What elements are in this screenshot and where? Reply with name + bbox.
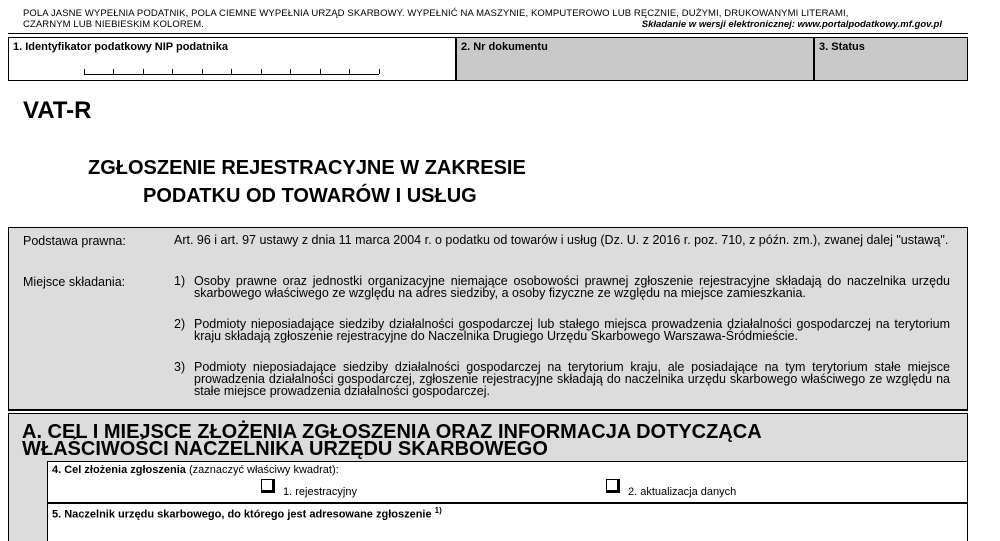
fill-instructions-line2: CZARNYM LUB NIEBIESKIM KOLOREM. <box>23 19 204 30</box>
field-4-label <box>52 464 339 476</box>
section-a-title-line1: A. CEL I MIEJSCE ZŁOŻENIA ZGŁOSZENIA ORAZ INFORMACJA DOTYCZĄCA <box>22 421 762 443</box>
item-text: Podmioty nieposiadające siedziby działalności gospodarczej lub stałego miejsca prowadzenia działalności gospodarczej na terytorium kraju składają zgłoszenie rejestracyjne do Naczelnika Drugiego Urzędu Skarbowego Warszawa-Śródmieście. <box>194 317 950 343</box>
field-4-hint: (zaznaczyć właściwy kwadrat): <box>188 464 339 476</box>
document-number-label: 2. Nr dokumentu <box>461 41 548 53</box>
item-text: Osoby prawne oraz jednostki organizacyjne niemające osobowości prawnej zgłoszenie rejestracyjne składają do naczelnika urzędu skarbowego właściwego ze względu na adres siedziby, a osoby fizyczne ze względu na miejsce zamieszkania. <box>194 274 950 300</box>
item-text: Podmioty nieposiadające siedziby działalności gospodarczej na terytorium kraju, ale posiadające na tym terytorium stałe miejsce prowadzenia działalności gospodarczej, zgłoszenie rejestracyjne składają do naczelnika urzędu skarbowego właściwego ze względu na stałe miejsce prowadzenia działalności gospodarczej. <box>194 360 950 398</box>
legal-basis-text: Art. 96 i art. 97 ustawy z dnia 11 marca 2004 r. o podatku od towarów i usług (Dz. U. z 2016 r. poz. 710, z późn. zm.), zwanej dalej "ustawą". <box>174 233 949 247</box>
status-field <box>814 37 968 81</box>
submission-place-item-1 <box>174 275 950 299</box>
item-number: 1) <box>174 274 186 288</box>
registration-option-label: 1. rejestracyjny <box>283 486 357 498</box>
item-number: 2) <box>174 317 186 331</box>
nip-digit-line <box>84 74 379 75</box>
section-a-title <box>22 421 922 460</box>
item-number: 3) <box>174 360 186 374</box>
legal-basis-label: Podstawa prawna: <box>23 234 126 248</box>
field-5-title: 5. Naczelnik urzędu skarbowego, do którego jest adresowane zgłoszenie <box>52 508 432 521</box>
form-title-line1: ZGŁOSZENIE REJESTRACYJNE W ZAKRESIE <box>88 157 526 179</box>
field-4-purpose <box>47 461 968 503</box>
document-number-field <box>456 37 814 81</box>
nip-label: 1. Identyfikator podatkowy NIP podatnika <box>13 41 228 53</box>
status-label: 3. Status <box>819 41 865 53</box>
submission-place-item-3 <box>174 361 950 397</box>
field-4-title: 4. Cel złożenia zgłoszenia <box>52 464 186 476</box>
submission-place-item-2 <box>174 318 950 342</box>
electronic-submission-note: Składanie w wersji elektronicznej: www.portalpodatkowy.mf.gov.pl <box>641 19 942 30</box>
field-5-tax-office[interactable] <box>47 503 968 541</box>
form-code: VAT-R <box>23 97 92 124</box>
header-rule <box>8 33 968 34</box>
update-checkbox[interactable] <box>606 479 620 493</box>
form-title-line2: PODATKU OD TOWARÓW I USŁUG <box>143 185 477 207</box>
fill-instructions-line1: POLA JASNE WYPEŁNIA PODATNIK, POLA CIEMNE WYPEŁNIA URZĄD SKARBOWY. WYPEŁNIĆ NA MASZYNIE, KOMPUTEROWO LUB RĘCZNIE, DUŻYMI, DRUKOWANYMI LITERAMI, <box>23 8 849 19</box>
update-option-label: 2. aktualizacja danych <box>628 486 737 498</box>
registration-checkbox[interactable] <box>261 479 275 493</box>
submission-place-label: Miejsce składania: <box>23 275 126 289</box>
field-5-label <box>52 506 442 521</box>
field-5-footnote: 1) <box>434 506 442 515</box>
nip-field[interactable] <box>8 37 456 81</box>
section-a-title-line2: WŁAŚCIWOŚCI NACZELNIKA URZĘDU SKARBOWEGO <box>22 438 548 460</box>
